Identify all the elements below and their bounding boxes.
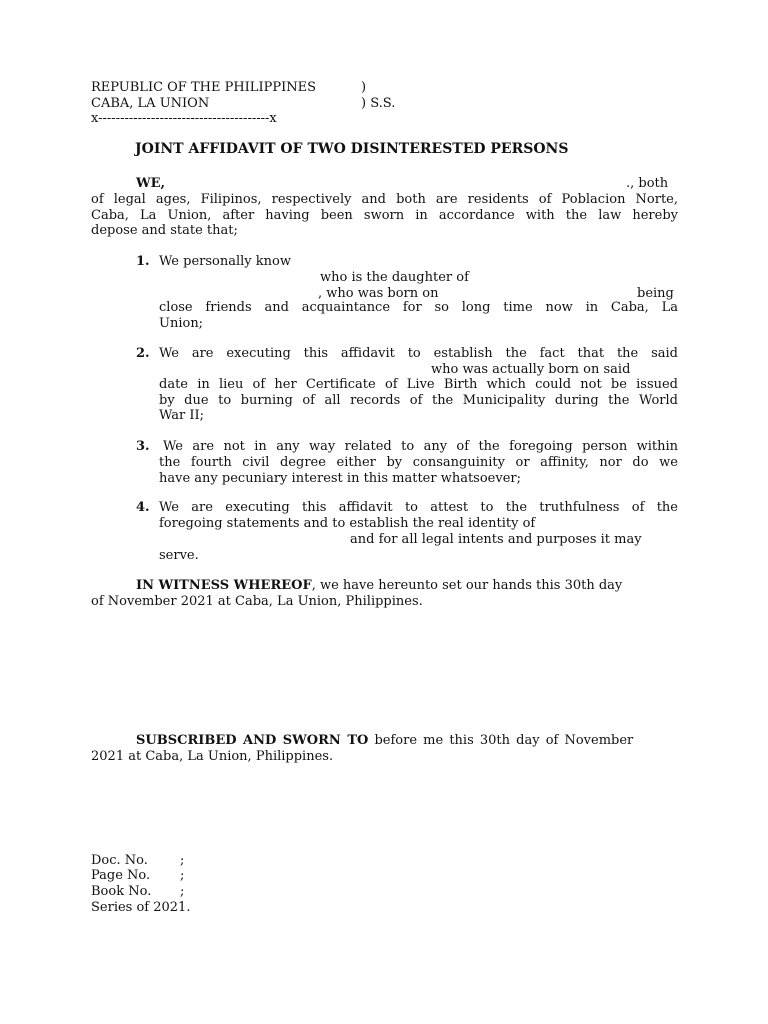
- doc-no-label: Doc. No.: [91, 853, 148, 868]
- witness-lead: IN WITNESS WHEREOF: [136, 578, 312, 593]
- item-2-line-a: We are executing this affidavit to establish the fact that the said: [159, 346, 678, 361]
- item-3-line-a-wrap: [163, 439, 678, 455]
- document-title: JOINT AFFIDAVIT OF TWO DISINTERESTED PERSONS: [135, 141, 569, 157]
- item-number-4: 4.: [136, 500, 150, 515]
- item-1-paragraph: [159, 300, 678, 331]
- subscribed-rest: before me this 30th day of November: [374, 733, 634, 748]
- series-label: Series of 2021.: [91, 900, 191, 915]
- header-ss: ) S.S.: [361, 96, 396, 111]
- header-republic: REPUBLIC OF THE PHILIPPINES: [91, 80, 316, 95]
- subscribed-line-2: 2021 at Caba, La Union, Philippines.: [91, 749, 334, 764]
- header-caba: CABA, LA UNION: [91, 96, 210, 111]
- intro-line-3: Caba, La Union, after having been sworn in accordance with the law hereby: [91, 207, 678, 223]
- subscribed-line-1: [136, 733, 633, 748]
- intro-line-2: of legal ages, Filipinos, respectively and both are residents of Poblacion Norte,: [91, 192, 678, 207]
- witness-rest: , we have hereunto set our hands this 30th day: [311, 578, 623, 593]
- item-1-line-f: Union;: [159, 315, 204, 331]
- item-2-line-a-wrap: [159, 346, 678, 362]
- intro-we: WE,: [136, 176, 166, 191]
- item-number-3: 3.: [136, 439, 150, 454]
- item-1-line-e: close friends and acquaintance for so long time now in Caba, La: [159, 300, 678, 315]
- item-number-2: 2.: [136, 346, 150, 361]
- intro-line-4: depose and state that;: [91, 223, 238, 238]
- witness-line-2: of November 2021 at Caba, La Union, Philippines.: [91, 594, 423, 609]
- item-1-line-a: We personally know: [159, 254, 291, 269]
- item-2-line-c: date in lieu of her Certificate of Live Birth which could not be issued: [159, 377, 678, 392]
- item-1-line-d: being: [637, 286, 674, 301]
- item-2-line-e: War II;: [159, 408, 204, 423]
- item-number-1: 1.: [136, 254, 150, 269]
- item-3-paragraph: [159, 455, 678, 486]
- item-3-line-b: the fourth civil degree either by consanguinity or affinity, nor do we: [159, 455, 678, 470]
- item-3-line-c: have any pecuniary interest in this matter whatsoever;: [159, 470, 522, 486]
- header-bracket-1: ): [361, 80, 367, 95]
- book-no-label: Book No.: [91, 884, 152, 899]
- subscribed-lead: SUBSCRIBED AND SWORN TO: [136, 733, 369, 748]
- page-no-label: Page No.: [91, 868, 151, 883]
- item-4-line-a: We are executing this affidavit to attest to the truthfulness of the: [159, 500, 678, 515]
- intro-paragraph: [91, 192, 678, 239]
- item-4-line-c: and for all legal intents and purposes it may: [350, 532, 642, 547]
- item-1-line-b: who is the daughter of: [320, 270, 469, 285]
- header-divider: x---------------------------------------x: [91, 111, 277, 126]
- item-4-line-d: serve.: [159, 548, 199, 563]
- page-no-semicolon: ;: [180, 868, 185, 883]
- doc-no-semicolon: ;: [180, 853, 185, 868]
- item-2-line-b: who was actually born on said: [431, 362, 631, 377]
- book-no-semicolon: ;: [180, 884, 185, 899]
- item-2-paragraph: [159, 377, 678, 424]
- item-3-line-a: We are not in any way related to any of the foregoing person within: [163, 439, 678, 454]
- witness-line-1: [136, 578, 622, 593]
- item-1-line-c: , who was born on: [318, 286, 439, 301]
- intro-both: ., both: [626, 176, 669, 191]
- item-2-line-d: by due to burning of all records of the Municipality during the World: [159, 392, 678, 408]
- item-4-line-b: foregoing statements and to establish the real identity of: [159, 516, 536, 531]
- item-4-line-a-wrap: [159, 500, 678, 516]
